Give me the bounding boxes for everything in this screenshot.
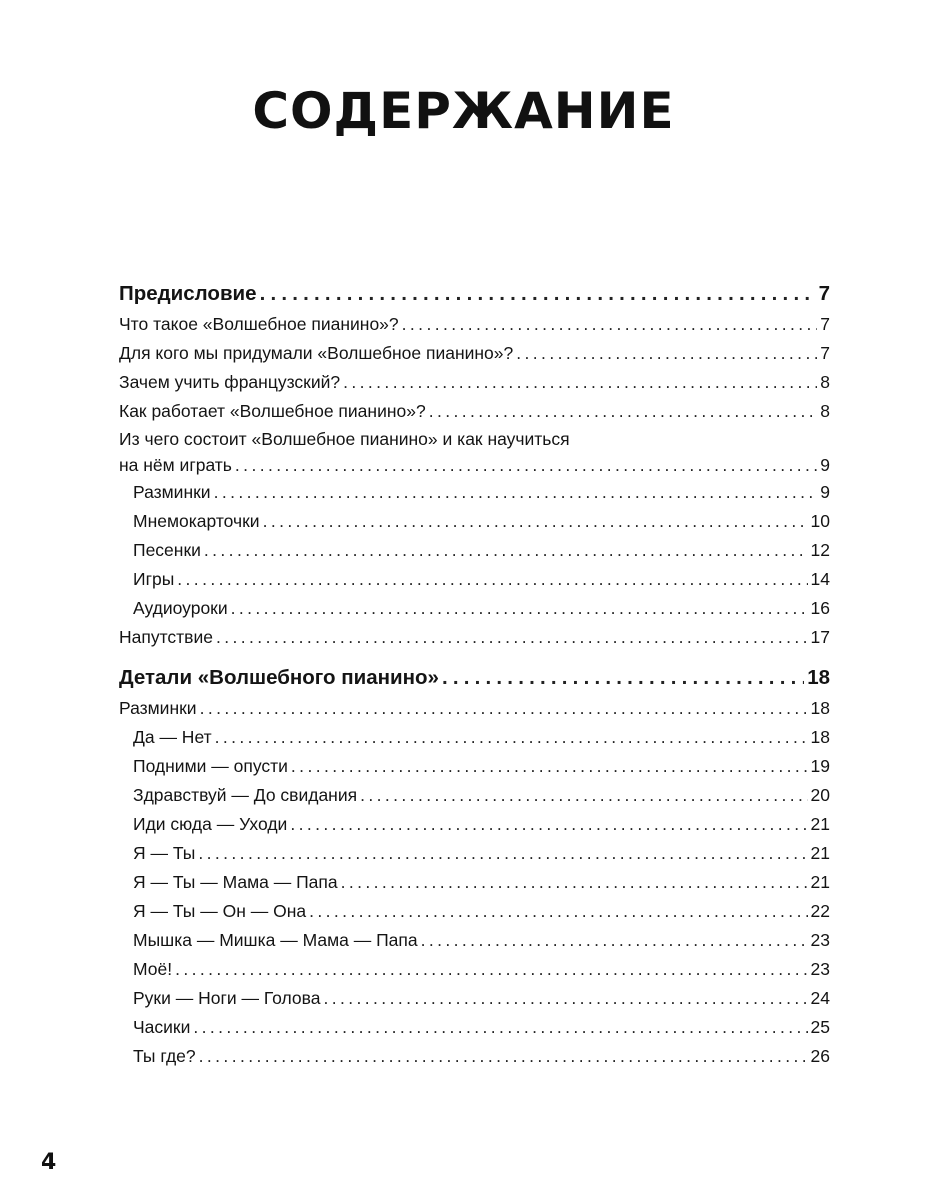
dot-leader bbox=[360, 781, 807, 810]
toc-entry-page: 8 bbox=[820, 401, 830, 421]
toc-entry[interactable] bbox=[119, 339, 830, 368]
toc-entry[interactable] bbox=[119, 565, 830, 594]
toc-section-heading[interactable] bbox=[119, 278, 830, 310]
toc-entry-label: Игры bbox=[133, 569, 175, 589]
dot-leader bbox=[442, 662, 804, 694]
toc-entry-label: Мышка — Мишка — Мама — Папа bbox=[133, 930, 418, 950]
toc-entry-label: Ты где? bbox=[133, 1046, 196, 1066]
toc-entry-page: 10 bbox=[810, 511, 830, 531]
toc-entry-page: 22 bbox=[810, 901, 830, 921]
toc-entry-page: 18 bbox=[810, 727, 830, 747]
toc-section-title: Детали «Волшебного пианино» bbox=[119, 666, 439, 689]
toc-entry-page: 9 bbox=[820, 482, 830, 502]
dot-leader bbox=[215, 723, 808, 752]
toc-entry[interactable] bbox=[119, 839, 830, 868]
dot-leader bbox=[200, 694, 808, 723]
toc-entry-label: Руки — Ноги — Голова bbox=[133, 988, 321, 1008]
toc-entry-label: Подними — опусти bbox=[133, 756, 288, 776]
toc-entry-page: 23 bbox=[810, 930, 830, 950]
toc-entry-label: Аудиоуроки bbox=[133, 598, 228, 618]
toc-entry-label: Моё! bbox=[133, 959, 173, 979]
toc-entry-label: Да — Нет bbox=[133, 727, 212, 747]
toc-section-heading[interactable] bbox=[119, 662, 830, 694]
toc-entry[interactable] bbox=[119, 368, 830, 397]
dot-leader bbox=[516, 339, 817, 368]
table-of-contents bbox=[119, 278, 830, 1071]
dot-leader bbox=[216, 623, 808, 652]
page-number: 4 bbox=[41, 1150, 57, 1175]
toc-entry[interactable] bbox=[119, 536, 830, 565]
toc-entry-page: 12 bbox=[810, 540, 830, 560]
toc-section-title: Предисловие bbox=[119, 282, 257, 305]
toc-entry[interactable] bbox=[119, 623, 830, 652]
toc-entry-page: 7 bbox=[820, 314, 830, 334]
page-title: СОДЕРЖАНИЕ bbox=[252, 82, 675, 140]
toc-entry-page: 16 bbox=[810, 598, 830, 618]
dot-leader bbox=[429, 397, 818, 426]
dot-leader bbox=[402, 310, 818, 339]
toc-entry[interactable] bbox=[119, 1013, 830, 1042]
toc-entry-page: 21 bbox=[810, 814, 830, 834]
toc-entry[interactable] bbox=[119, 594, 830, 623]
toc-entry-page: 8 bbox=[820, 372, 830, 392]
toc-entry[interactable] bbox=[119, 781, 830, 810]
dot-leader bbox=[291, 752, 808, 781]
toc-entry-line bbox=[119, 452, 830, 478]
toc-entry[interactable] bbox=[119, 926, 830, 955]
toc-entry[interactable] bbox=[119, 426, 830, 478]
dot-leader bbox=[214, 478, 818, 507]
toc-entry-label: Для кого мы придумали «Волшебное пианино»? bbox=[119, 343, 514, 363]
toc-entry[interactable] bbox=[119, 694, 830, 723]
toc-entry-page: 24 bbox=[810, 988, 830, 1008]
toc-entry-label: Я — Ты — Он — Она bbox=[133, 901, 307, 921]
dot-leader bbox=[343, 368, 817, 397]
dot-leader bbox=[231, 594, 808, 623]
toc-entry[interactable] bbox=[119, 752, 830, 781]
dot-leader bbox=[198, 839, 807, 868]
toc-entry-page: 21 bbox=[810, 843, 830, 863]
dot-leader bbox=[290, 810, 807, 839]
toc-entry-page: 7 bbox=[820, 343, 830, 363]
toc-entry-page: 17 bbox=[810, 627, 830, 647]
dot-leader bbox=[341, 868, 808, 897]
toc-entry-label: Здравствуй — До свидания bbox=[133, 785, 358, 805]
toc-section-page: 18 bbox=[807, 666, 830, 689]
toc-entry-label: Часики bbox=[133, 1017, 191, 1037]
toc-entry-page: 20 bbox=[810, 785, 830, 805]
toc-entry-label: Я — Ты bbox=[133, 843, 196, 863]
toc-entry-page: 21 bbox=[810, 872, 830, 892]
dot-leader bbox=[204, 536, 808, 565]
toc-entry-page: 19 bbox=[810, 756, 830, 776]
toc-entry-label: Песенки bbox=[133, 540, 201, 560]
toc-entry[interactable] bbox=[119, 723, 830, 752]
dot-leader bbox=[175, 955, 807, 984]
dot-leader bbox=[193, 1013, 807, 1042]
toc-entry-page: 25 bbox=[810, 1017, 830, 1037]
toc-entry-label-continued: на нём играть bbox=[119, 455, 232, 475]
toc-entry-label: Как работает «Волшебное пианино»? bbox=[119, 401, 426, 421]
toc-entry[interactable] bbox=[119, 955, 830, 984]
toc-entry-label: Я — Ты — Мама — Папа bbox=[133, 872, 338, 892]
toc-entry[interactable] bbox=[119, 397, 830, 426]
toc-entry[interactable] bbox=[119, 897, 830, 926]
toc-entry[interactable] bbox=[119, 1042, 830, 1071]
toc-entry-label: Иди сюда — Уходи bbox=[133, 814, 288, 834]
dot-leader bbox=[263, 507, 808, 536]
toc-entry-label: Разминки bbox=[119, 698, 197, 718]
toc-entry-label: Что такое «Волшебное пианино»? bbox=[119, 314, 399, 334]
toc-entry-page: 18 bbox=[810, 698, 830, 718]
dot-leader bbox=[177, 565, 807, 594]
toc-entry[interactable] bbox=[119, 810, 830, 839]
toc-entry-page: 23 bbox=[810, 959, 830, 979]
toc-entry[interactable] bbox=[119, 868, 830, 897]
dot-leader bbox=[260, 278, 816, 310]
toc-entry-page: 9 bbox=[820, 455, 830, 475]
toc-entry-label: Из чего состоит «Волшебное пианино» и как научиться bbox=[119, 429, 570, 449]
toc-entry[interactable] bbox=[119, 310, 830, 339]
toc-section-page: 7 bbox=[818, 282, 830, 305]
toc-entry-page: 14 bbox=[810, 569, 830, 589]
toc-entry[interactable] bbox=[119, 507, 830, 536]
toc-entry-label: Напутствие bbox=[119, 627, 213, 647]
dot-leader bbox=[309, 897, 807, 926]
dot-leader bbox=[323, 984, 807, 1013]
toc-entry[interactable] bbox=[119, 478, 830, 507]
toc-entry-label: Разминки bbox=[133, 482, 211, 502]
toc-entry-page: 26 bbox=[810, 1046, 830, 1066]
toc-entry[interactable] bbox=[119, 984, 830, 1013]
toc-entry-label: Мнемокарточки bbox=[133, 511, 260, 531]
dot-leader bbox=[235, 452, 817, 478]
dot-leader bbox=[421, 926, 808, 955]
toc-entry-label: Зачем учить французский? bbox=[119, 372, 341, 392]
dot-leader bbox=[199, 1042, 808, 1071]
